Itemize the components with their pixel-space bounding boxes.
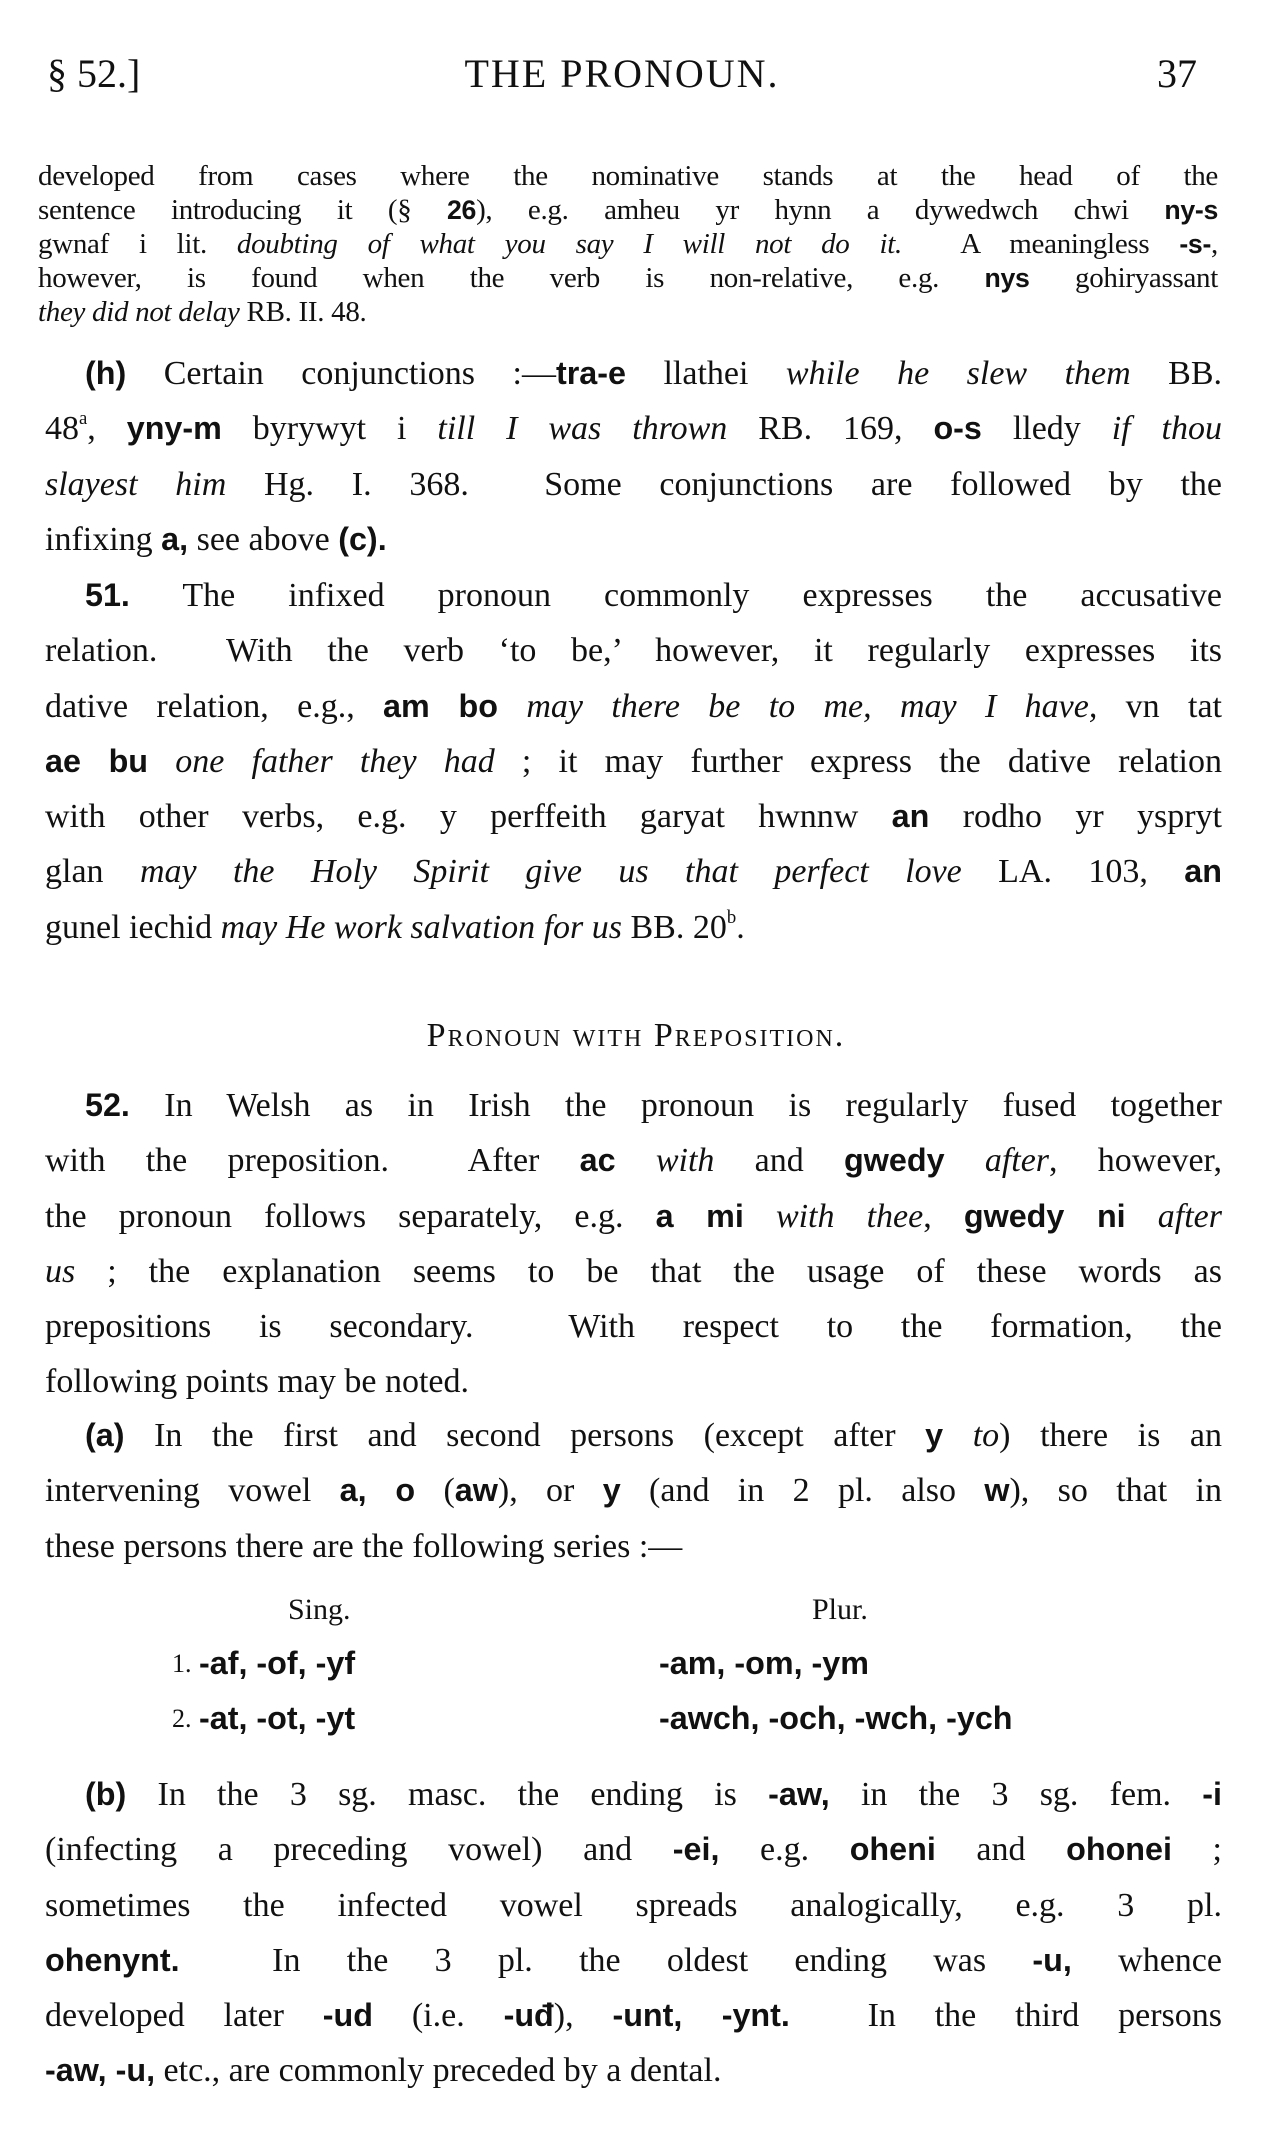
- bold-term: -i: [1202, 1776, 1223, 1812]
- text-run: dative relation, e.g.,: [45, 687, 384, 725]
- text-run: with the preposition. After: [45, 1142, 580, 1180]
- italic-gloss: slayest him: [45, 465, 227, 503]
- text-run: ), so that in: [1009, 1472, 1223, 1510]
- bold-term: yny-m: [126, 410, 222, 447]
- text-run: the pronoun follows separately, e.g.: [45, 1197, 656, 1235]
- bold-term: ohenynt.: [45, 1941, 180, 1978]
- text-run: A meaningless: [901, 228, 1180, 260]
- header-sing: Sing.: [288, 1593, 351, 1626]
- text-run: In Welsh as in Irish the pronoun is regularly fused together: [129, 1087, 1222, 1124]
- text-run: etc., are commonly preceded by a dental.: [155, 2052, 722, 2090]
- text-run: BB. 20: [621, 908, 727, 946]
- bold-term: w: [984, 1472, 1010, 1509]
- text-run: .: [736, 908, 745, 946]
- text-line: [45, 1988, 1222, 2043]
- text-run: following points may be noted.: [45, 1363, 470, 1401]
- text-run: RB. II. 48.: [239, 296, 367, 328]
- text-run: byrywyt i: [221, 410, 438, 448]
- italic-gloss: they did not delay: [38, 296, 240, 328]
- text-run: ,: [87, 410, 127, 448]
- text-run: In the first and second persons (except after: [124, 1417, 926, 1454]
- text-line: [45, 401, 1222, 456]
- text-line: [45, 623, 1222, 678]
- bold-term: a, o: [339, 1472, 416, 1509]
- text-run: e.g.: [719, 1831, 850, 1869]
- italic-gloss: may there be to me, may I have,: [526, 687, 1098, 725]
- bold-term: an: [1184, 853, 1222, 890]
- text-line: [45, 2043, 1222, 2098]
- italic-gloss: if thou: [1111, 410, 1222, 448]
- text-line: [45, 1299, 1222, 1354]
- superscript: a: [79, 408, 88, 430]
- text-run: In the third persons: [789, 1997, 1223, 2035]
- text-run: BB.: [1130, 355, 1222, 392]
- text-run: [744, 1198, 776, 1235]
- bold-term: a mi: [655, 1197, 744, 1234]
- text-line: [45, 679, 1222, 734]
- text-run: RB. 169,: [727, 410, 934, 448]
- bold-term: oheni: [849, 1831, 936, 1868]
- text-line: [45, 1933, 1222, 1988]
- text-run: ;: [1171, 1831, 1223, 1869]
- text-run: (: [415, 1472, 455, 1510]
- text-line: [45, 1189, 1222, 1244]
- text-run: (infecting a preceding vowel) and: [45, 1831, 673, 1869]
- text-run: [498, 688, 526, 725]
- text-run: gwnaf i lit.: [38, 228, 237, 260]
- text-line: [45, 734, 1222, 789]
- text-line: [38, 295, 1218, 329]
- text-line: [45, 1822, 1222, 1877]
- bold-term: -u,: [1032, 1941, 1072, 1978]
- bold-term: -unt, -ynt.: [612, 1997, 790, 2034]
- bold-term: gwedy ni: [963, 1197, 1126, 1234]
- italic-gloss: while he slew them: [785, 355, 1131, 392]
- text-line: [45, 1133, 1222, 1188]
- bold-term: (h): [85, 355, 127, 391]
- plur-ending: -awch, -och, -wch, -ych: [659, 1700, 1013, 1736]
- text-run: prepositions is secondary. With respect to the formation, the: [45, 1308, 1222, 1346]
- row-number: 2.: [172, 1704, 192, 1733]
- text-run: gohiryassant: [1029, 262, 1218, 294]
- text-line: [45, 568, 1222, 623]
- header-plur: Plur.: [812, 1593, 868, 1626]
- text-run: in the 3 sg. fem.: [829, 1776, 1203, 1813]
- text-run: relation. With the verb ‘to be,’ however, it regularly expresses its: [45, 632, 1222, 670]
- text-run: whence: [1071, 1941, 1222, 1979]
- superscript: b: [726, 906, 737, 928]
- row-number: 1.: [172, 1649, 192, 1678]
- text-run: sometimes the infected vowel spreads analogically, e.g. 3 pl.: [45, 1886, 1222, 1924]
- italic-gloss: one father they had: [175, 742, 495, 780]
- bold-term: 51.: [85, 577, 130, 613]
- page-title: THE PRONOUN.: [464, 51, 780, 96]
- bold-term: -aw,: [768, 1776, 830, 1812]
- sing-ending: -at, -ot, -yt: [199, 1700, 356, 1736]
- text-run: [945, 1142, 985, 1179]
- text-run: ; it may further express the dative relation: [494, 742, 1223, 780]
- bold-term: ae bu: [45, 742, 149, 779]
- text-run: [1126, 1198, 1158, 1235]
- text-run: [616, 1142, 656, 1179]
- bold-term: -s-: [1179, 229, 1212, 259]
- text-run: ), or: [497, 1472, 603, 1510]
- bold-term: aw: [454, 1472, 498, 1509]
- text-line: [45, 1463, 1222, 1518]
- bold-term: 26: [446, 195, 477, 225]
- italic-gloss: with: [655, 1142, 715, 1180]
- text-run: intervening vowel: [45, 1472, 340, 1510]
- running-header: [47, 48, 1197, 100]
- paragraph-b: [45, 1767, 1222, 2099]
- bold-term: -uđ: [503, 1997, 554, 2034]
- text-run: with other verbs, e.g. y perffeith garyat hwnnw: [45, 798, 892, 836]
- text-line: [45, 1354, 1222, 1409]
- text-run: rodho yr yspryt: [929, 798, 1222, 836]
- page-number: 37: [1157, 51, 1197, 96]
- text-line: [38, 193, 1218, 227]
- text-run: ,: [1211, 228, 1218, 260]
- text-run: glan: [45, 853, 140, 891]
- text-run: ),: [553, 1997, 613, 2035]
- text-line: [45, 1878, 1222, 1933]
- bold-term: tra-e: [555, 355, 626, 391]
- text-run: (and in 2 pl. also: [620, 1472, 985, 1510]
- text-run: infixing: [45, 520, 162, 558]
- text-run: [943, 1417, 973, 1454]
- text-line: [45, 1408, 1222, 1463]
- text-line: [45, 1244, 1222, 1299]
- text-line: [38, 159, 1218, 193]
- paragraph-a: [45, 1408, 1222, 1574]
- text-run: sentence introducing it (§: [38, 194, 447, 226]
- text-run: The infixed pronoun commonly expresses the accusative: [129, 577, 1222, 614]
- text-run: lledy: [981, 410, 1112, 448]
- text-run: In the 3 sg. masc. the ending is: [126, 1776, 769, 1813]
- paragraph-h: [45, 346, 1222, 567]
- text-run: ) there is an: [999, 1417, 1222, 1454]
- text-line: [45, 457, 1222, 512]
- text-run: (i.e.: [373, 1997, 504, 2035]
- text-run: however, is found when the verb is non-relative, e.g.: [38, 262, 985, 294]
- bold-term: (c).: [338, 520, 387, 557]
- italic-gloss: after: [1157, 1197, 1222, 1235]
- text-line: [38, 261, 1218, 295]
- text-line: [45, 1078, 1222, 1133]
- italic-gloss: till I was thrown: [437, 410, 728, 448]
- text-run: ; the explanation seems to be that the usage of these words as: [75, 1252, 1222, 1290]
- text-run: ,: [923, 1197, 964, 1235]
- text-run: ), e.g. amheu yr hynn a dywedwch chwi: [476, 194, 1165, 226]
- text-run: llathei: [625, 355, 786, 392]
- text-line: [38, 227, 1218, 261]
- bold-term: an: [891, 798, 930, 835]
- text-run: see above: [188, 520, 339, 558]
- text-run: Certain conjunctions :—: [126, 355, 556, 392]
- bold-term: ac: [579, 1142, 616, 1179]
- bold-term: a,: [161, 520, 189, 557]
- text-run: [148, 743, 175, 780]
- text-run: In the 3 pl. the oldest ending was: [179, 1941, 1033, 1979]
- bold-term: ny-s: [1164, 195, 1218, 225]
- paragraph-51: [45, 568, 1222, 955]
- section-heading: Pronoun with Preposition.: [426, 1017, 846, 1054]
- text-run: vn tat: [1097, 687, 1222, 725]
- text-line: [45, 1767, 1222, 1822]
- bold-term: am bo: [383, 687, 498, 724]
- sing-ending: -af, -of, -yf: [199, 1645, 356, 1681]
- text-run: developed later: [45, 1997, 323, 2035]
- italic-gloss: with thee: [775, 1197, 924, 1235]
- plur-ending: -am, -om, -ym: [659, 1645, 869, 1681]
- text-line: [45, 1519, 1222, 1574]
- paragraph-52: [45, 1078, 1222, 1410]
- bold-term: (b): [85, 1776, 127, 1812]
- bold-term: ohonei: [1066, 1831, 1172, 1868]
- bold-term: -aw, -u,: [45, 2052, 156, 2089]
- text-run: 48: [45, 410, 79, 448]
- bold-term: (a): [85, 1417, 125, 1453]
- paragraph-continuation: [38, 159, 1218, 329]
- bold-term: -ud: [322, 1997, 374, 2034]
- bold-term: 52.: [85, 1087, 130, 1123]
- text-line: [45, 512, 1222, 567]
- text-line: [45, 346, 1222, 401]
- text-run: gunel iechid: [45, 908, 221, 946]
- italic-gloss: after: [984, 1142, 1050, 1180]
- italic-gloss: may the Holy Spirit give us that perfect love: [139, 853, 962, 891]
- bold-term: o-s: [933, 410, 982, 447]
- text-line: [45, 900, 1222, 955]
- text-run: LA. 103,: [961, 853, 1185, 891]
- text-line: [45, 789, 1222, 844]
- bold-term: gwedy: [844, 1142, 945, 1179]
- italic-gloss: may He work salvation for us: [220, 908, 622, 946]
- italic-gloss: to: [972, 1417, 1000, 1454]
- bold-term: -ei,: [672, 1831, 720, 1868]
- text-run: and: [714, 1142, 845, 1180]
- text-line: [45, 844, 1222, 899]
- text-run: and: [935, 1831, 1067, 1869]
- text-run: Hg. I. 368. Some conjunctions are followed by the: [226, 465, 1222, 503]
- text-run: these persons there are the following series :—: [45, 1527, 683, 1565]
- text-run: , however,: [1049, 1142, 1223, 1180]
- bold-term: y: [602, 1472, 621, 1509]
- section-reference: § 52.]: [47, 51, 141, 96]
- italic-gloss: doubting of what you say I will not do it.: [236, 228, 902, 260]
- italic-gloss: us: [45, 1252, 76, 1290]
- bold-term: nys: [984, 263, 1030, 293]
- bold-term: y: [925, 1417, 944, 1453]
- text-run: developed from cases where the nominative stands at the head of the: [38, 160, 1218, 192]
